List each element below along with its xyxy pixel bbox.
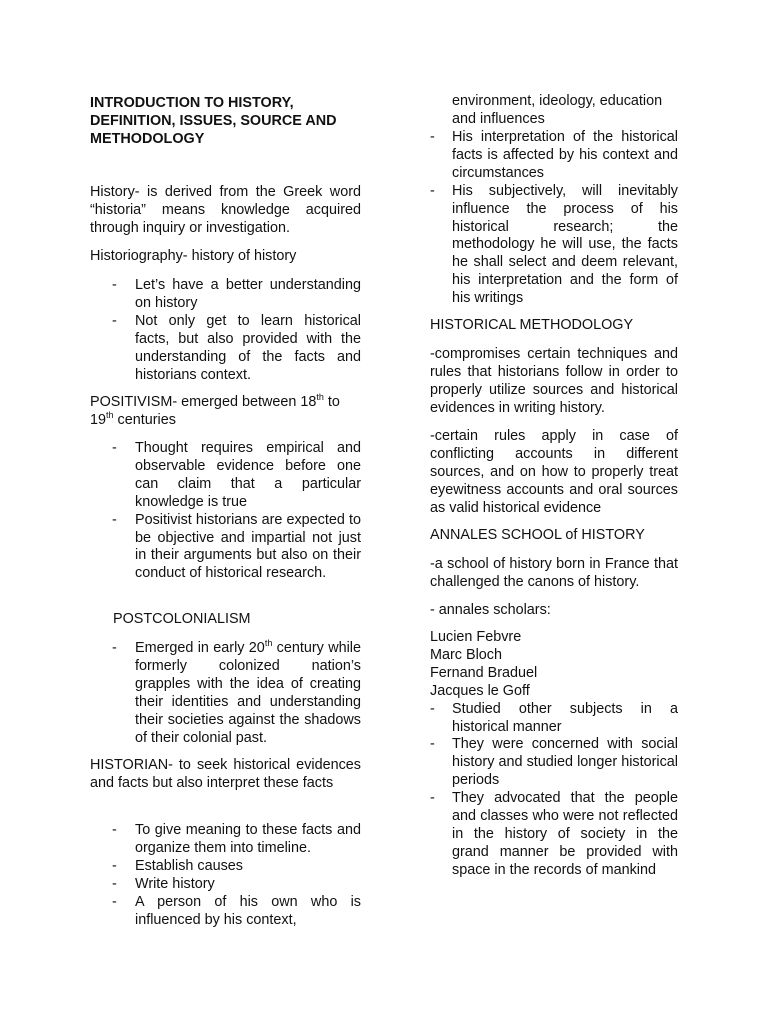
list-item: - They were concerned with social history and studied longer historical periods — [430, 736, 678, 790]
historian-list — [90, 822, 361, 929]
scholar-name: Jacques le Goff — [430, 682, 530, 699]
annales-paragraph-1: -a school of history born in France that challenged the canons of history. — [430, 556, 678, 590]
scholar-name: Marc Bloch — [430, 646, 502, 663]
annales-list — [430, 701, 678, 880]
list-item: - Let’s have a better understanding on history — [90, 277, 361, 313]
list-item: - A person of his own who is influenced by his context, — [90, 894, 361, 930]
list-item: - Emerged in early 20th century while formerly colonized nation’s grapples with the idea of creating their identities and understanding their societies against the shadows of their colonial past. — [90, 640, 361, 747]
annales-heading: ANNALES SCHOOL of HISTORY — [430, 527, 645, 543]
scholar-name: Fernand Braduel — [430, 664, 538, 681]
list-item: - Positivist historians are expected to be objective and impartial not just in their arguments but also on their conduct of historical research. — [90, 512, 361, 584]
positivism-list — [90, 440, 361, 583]
methodology-paragraph-2: -certain rules apply in case of conflicting accounts in different sources, and on how to properly treat eyewitness accounts and oral sources as valid historical evidence — [430, 428, 678, 516]
historian-definition: HISTORIAN- to seek historical evidences and facts but also interpret these facts — [90, 757, 361, 791]
postcolonialism-heading: POSTCOLONIALISM — [113, 611, 251, 627]
list-item: - His subjectively, will inevitably influence the process of his historical research; the methodology he will use, the facts he shall select and deem relevant, his interpretation and the form of his writings — [430, 183, 678, 308]
historiography-definition: Historiography- history of history — [90, 248, 297, 264]
methodology-paragraph-1: -compromises certain techniques and rules that historians follow in order to properly utilize sources and historical evidences in writing history. — [430, 346, 678, 416]
list-item: - Not only get to learn historical facts, but also provided with the understanding of the facts and historians context. — [90, 313, 361, 385]
document-title: INTRODUCTION TO HISTORY, DEFINITION, ISSUES, SOURCE AND METHODOLOGY — [90, 95, 337, 147]
positivism-heading: POSITIVISM- emerged between 18th to 19th centuries — [90, 392, 340, 428]
influence-list — [430, 129, 678, 308]
continuation-text: environment, ideology, education and influences — [452, 93, 663, 127]
list-item: - To give meaning to these facts and organize them into timeline. — [90, 822, 361, 858]
methodology-heading: HISTORICAL METHODOLOGY — [430, 317, 634, 333]
scholars-list — [430, 629, 678, 880]
list-item: - They advocated that the people and classes who were not reflected in the history of society in the grand manner be provided with space in the records of mankind — [430, 790, 678, 880]
list-item: - Studied other subjects in a historical manner — [430, 701, 678, 737]
list-item: - His interpretation of the historical facts is affected by his context and circumstances — [430, 129, 678, 183]
list-item: - Thought requires empirical and observable evidence before one can claim that a particular knowledge is true — [90, 440, 361, 512]
scholar-name: Lucien Febvre — [430, 629, 522, 645]
history-definition: History- is derived from the Greek word “historia” means knowledge acquired through inquiry or investigation. — [90, 184, 361, 236]
list-item: - Write history — [90, 876, 361, 894]
list-item: - Establish causes — [90, 858, 361, 876]
postcolonialism-list — [90, 640, 361, 747]
annales-scholars-label: - annales scholars: — [430, 602, 551, 618]
historiography-list — [90, 277, 361, 384]
